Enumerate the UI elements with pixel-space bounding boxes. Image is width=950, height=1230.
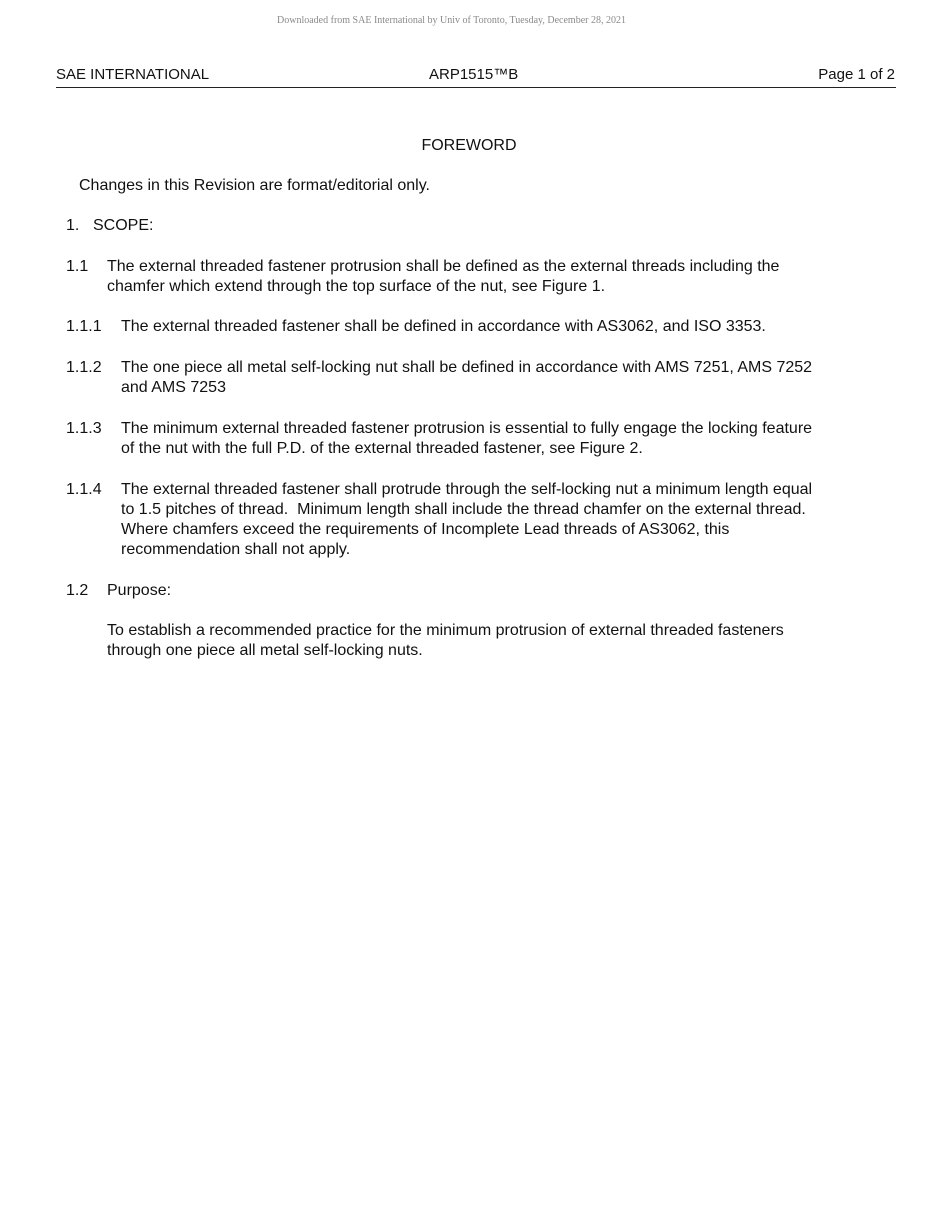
foreword-heading: FOREWORD: [421, 137, 517, 154]
paragraph-line: The external threaded fastener shall be defined in accordance with AS3062, and ISO 3353.: [121, 318, 766, 335]
section-number: 1.1: [66, 258, 89, 275]
scope-heading: SCOPE:: [93, 217, 154, 234]
section-number: 1.1.2: [66, 359, 102, 376]
header-organization: SAE INTERNATIONAL: [56, 66, 210, 83]
section-paragraph: [121, 317, 766, 337]
page-header: [56, 66, 896, 88]
section-paragraph: [121, 419, 812, 459]
paragraph-line: The external threaded fastener shall protrude through the self-locking nut a minimum length equal: [121, 481, 813, 498]
paragraph-line: chamfer which extend through the top surface of the nut, see Figure 1.: [107, 278, 606, 295]
section-paragraph: [107, 621, 784, 661]
section-number: 1.1.3: [66, 420, 102, 437]
download-watermark: Downloaded from SAE International by Univ of Toronto, Tuesday, December 28, 2021: [277, 15, 626, 26]
section-paragraph: [121, 480, 812, 560]
section-number: 1.2: [66, 582, 89, 599]
section-paragraph: [107, 257, 779, 297]
section-number: 1.1.4: [66, 481, 102, 498]
paragraph-line: of the nut with the full P.D. of the external threaded fastener, see Figure 2.: [121, 440, 643, 457]
paragraph-line: and AMS 7253: [121, 379, 226, 396]
paragraph-line: The one piece all metal self-locking nut shall be defined in accordance with AMS 7251, AMS 7252: [121, 359, 813, 376]
purpose-heading: Purpose:: [107, 582, 172, 599]
section-number: 1.1.1: [66, 318, 102, 335]
paragraph-line: Where chamfers exceed the requirements of Incomplete Lead threads of AS3062, this: [121, 521, 730, 538]
section-paragraph: [121, 358, 812, 398]
paragraph-line: recommendation shall not apply.: [121, 541, 351, 558]
foreword-text: Changes in this Revision are format/editorial only.: [79, 177, 430, 194]
paragraph-line: to 1.5 pitches of thread. Minimum length shall include the thread chamfer on the external thread.: [121, 501, 806, 518]
header-page-number: Page 1 of 2: [818, 66, 895, 83]
paragraph-line: The minimum external threaded fastener protrusion is essential to fully engage the locking feature: [121, 420, 813, 437]
header-document-id: ARP1515™B: [429, 66, 519, 83]
scope-number: 1.: [66, 217, 80, 234]
paragraph-line: To establish a recommended practice for the minimum protrusion of external threaded fasteners: [107, 622, 784, 639]
paragraph-line: through one piece all metal self-locking nuts.: [107, 642, 423, 659]
paragraph-line: The external threaded fastener protrusion shall be defined as the external threads including the: [107, 258, 780, 275]
